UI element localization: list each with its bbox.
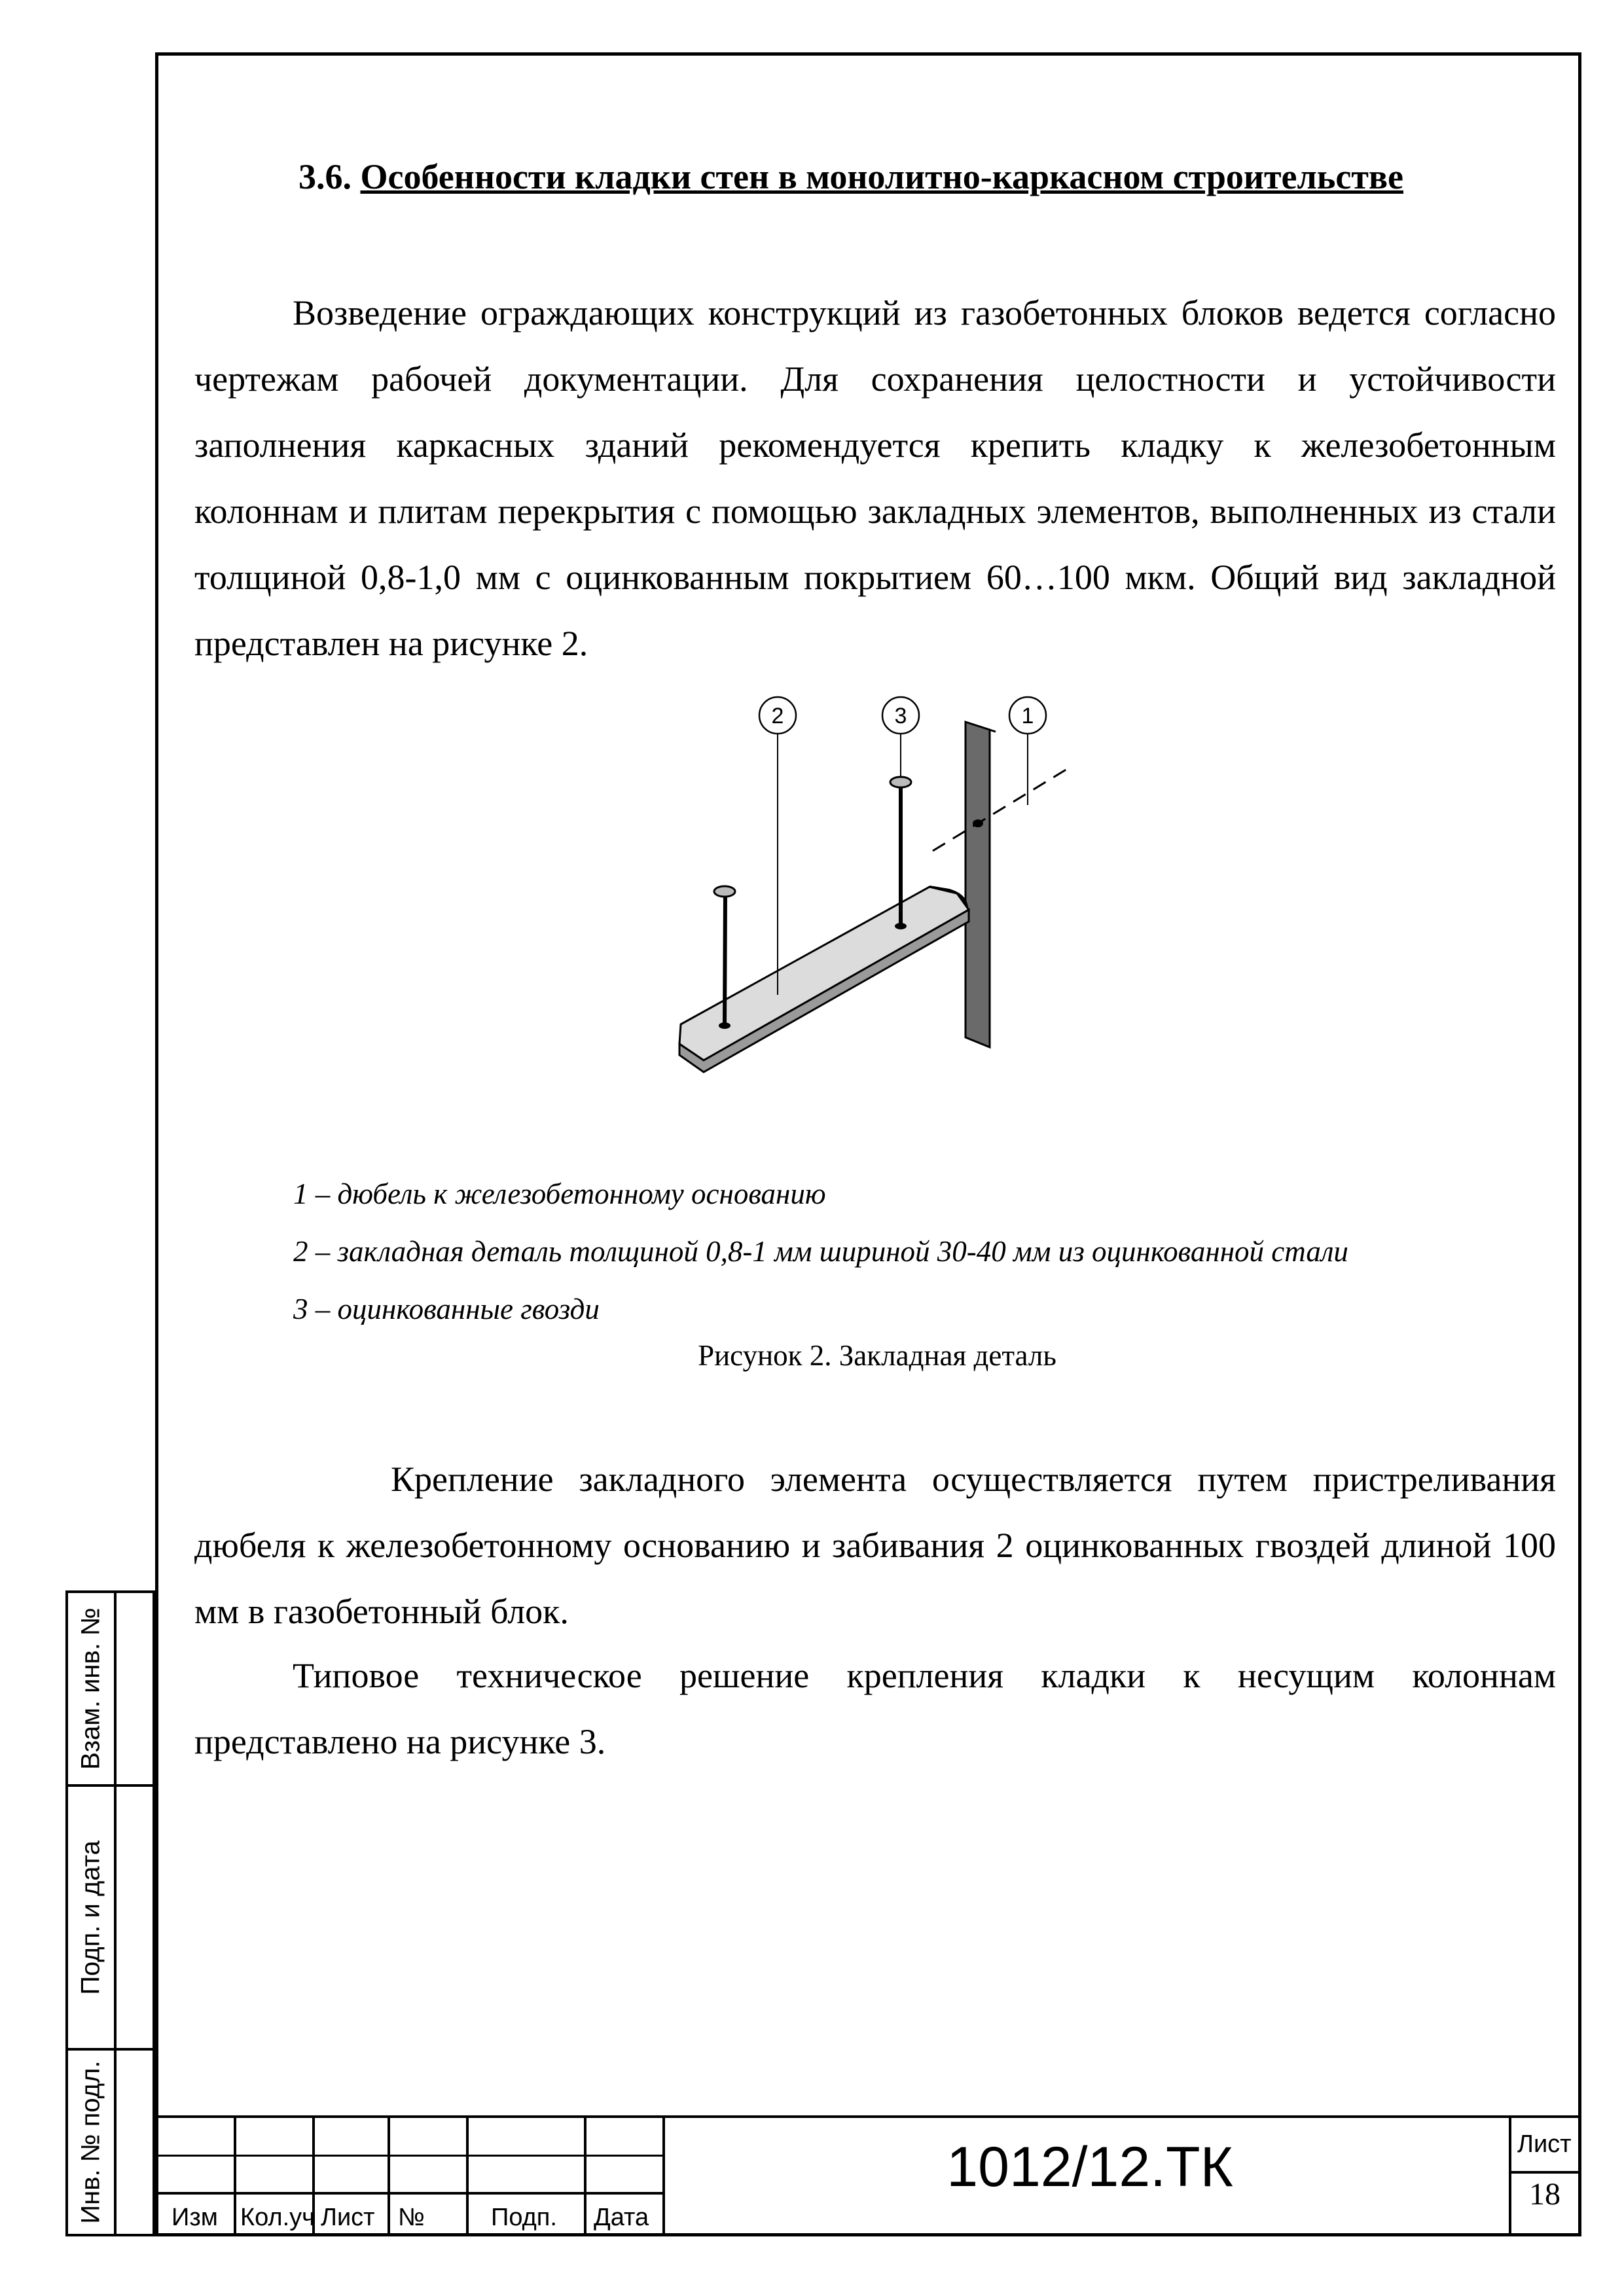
col-label-sign: Подп. xyxy=(491,2204,557,2231)
sheet-label: Лист xyxy=(1517,2130,1572,2158)
embedded-part-figure xyxy=(641,694,1074,1086)
title-block-col-line-5 xyxy=(584,2115,586,2236)
dowel-hole xyxy=(973,819,983,827)
title-block-sheet-row-line xyxy=(1509,2171,1581,2174)
section-heading xyxy=(196,154,1506,200)
title-block-col-line-4 xyxy=(466,2115,469,2236)
paragraph-1: Возведение ограждающих конструкций из газобетонных блоков ведется согласно чертежам рабочей документации. Для сохранения целостности и устойчивости заполнения каркасных зданий рекомендуется крепить кладку к железобетонным колоннам и плитам перекрытия с помощью закладных элементов, выполненных из стали толщиной 0,8-1,0 мм с оцинкованным покрытием 60…100 мкм. Общий вид закладной представлен на рисунке 2. xyxy=(194,293,1556,663)
callout-3: 3 xyxy=(894,704,907,728)
nail-left-head xyxy=(714,886,735,897)
nail-right-head xyxy=(890,777,911,787)
side-field-original-inv xyxy=(65,2048,155,2236)
document-code: 1012/12.ТК xyxy=(947,2136,1233,2198)
title-block-col-line-3 xyxy=(388,2115,390,2236)
col-label-sheet: Лист xyxy=(321,2204,375,2231)
title-block-row-line-1 xyxy=(155,2155,664,2157)
col-label-count: Кол.уч xyxy=(240,2204,315,2231)
paragraph-3: Типовое техническое решение крепления кладки к несущим колоннам представлено на рисунке 3. xyxy=(194,1656,1556,1761)
col-label-doc-no: № xyxy=(398,2204,425,2231)
side-label-sign-date: Подп. и дата xyxy=(76,1840,105,1995)
callout-2: 2 xyxy=(771,704,784,728)
side-field-sign-date xyxy=(65,1784,155,2051)
section-title: Особенности кладки стен в монолитно-каркасном строительстве xyxy=(360,157,1403,196)
col-label-change: Изм xyxy=(171,2204,218,2231)
legend-item-1: 1 – дюбель к железобетонному основанию xyxy=(293,1177,826,1210)
sheet-number: 18 xyxy=(1529,2177,1561,2212)
vertical-plate xyxy=(965,722,990,1047)
side-field-replaced-inv xyxy=(65,1590,155,1787)
dowel-axis xyxy=(933,769,1067,851)
paragraph-2: Крепление закладного элемента осуществляется путем пристреливания дюбеля к железобетонному основанию и забивания 2 оцинкованных гвоздей длиной 100 мм в газобетонный блок. xyxy=(194,1460,1556,1631)
figure-caption: Рисунок 2. Закладная деталь xyxy=(698,1339,1056,1372)
title-block-row-line-2 xyxy=(155,2192,664,2195)
legend-item-3: 3 – оцинкованные гвозди xyxy=(293,1293,600,1325)
legend-item-2: 2 – закладная деталь толщиной 0,8-1 мм шириной 30-40 мм из оцинкованной стали xyxy=(293,1235,1348,1268)
side-label-original-inv: Инв. № подл. xyxy=(76,2060,105,2224)
title-block-top-line xyxy=(155,2115,1581,2118)
title-block-col-line-1 xyxy=(234,2115,236,2236)
callout-1: 1 xyxy=(1021,704,1034,728)
figure-legend xyxy=(293,1165,1348,1338)
section-number: 3.6. xyxy=(298,157,352,196)
col-label-date: Дата xyxy=(594,2204,649,2231)
horizontal-strip xyxy=(679,887,969,1060)
side-label-replaced-inv: Взам. инв. № xyxy=(76,1607,105,1770)
